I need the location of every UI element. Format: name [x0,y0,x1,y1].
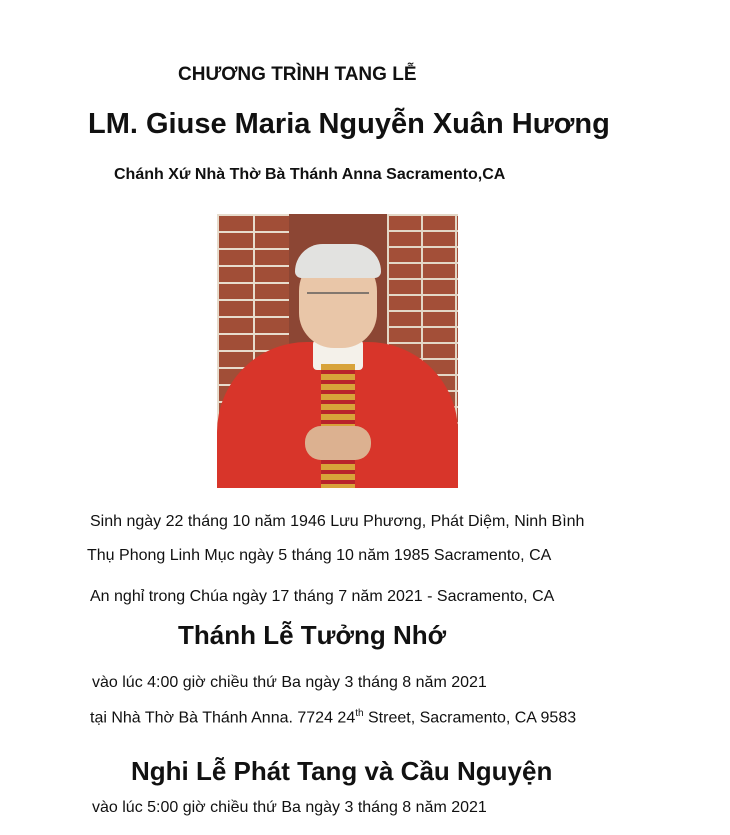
priest-name: LM. Giuse Maria Nguyễn Xuân Hương [88,108,610,140]
mass-title: Thánh Lễ Tưởng Nhớ [178,620,447,650]
priest-role: Chánh Xứ Nhà Thờ Bà Thánh Anna Sacramento,CA [114,166,506,183]
bio-born: Sinh ngày 22 tháng 10 năm 1946 Lưu Phương, Phát Diệm, Ninh Bình [90,513,585,530]
priest-portrait [217,214,458,488]
ceremony-title: Nghi Lễ Phát Tang và Cầu Nguyện [131,756,553,786]
bio-rest: An nghỉ trong Chúa ngày 17 tháng 7 năm 2021 - Sacramento, CA [90,588,555,605]
ceremony-time: vào lúc 5:00 giờ chiều thứ Ba ngày 3 tháng 8 năm 2021 [92,799,487,816]
mass-place-suffix: Street, Sacramento, CA 9583 [363,709,577,727]
mass-place [90,708,576,727]
mass-place-sup: th [355,708,364,719]
program-title: CHƯƠNG TRÌNH TANG LỄ [178,64,417,85]
mass-time: vào lúc 4:00 giờ chiều thứ Ba ngày 3 tháng 8 năm 2021 [92,674,487,691]
white-hair [295,244,381,278]
bio-ordained: Thụ Phong Linh Mục ngày 5 tháng 10 năm 1985 Sacramento, CA [87,547,552,564]
glasses [307,292,369,308]
mass-place-prefix: tại Nhà Thờ Bà Thánh Anna. 7724 24 [90,709,356,727]
folded-hands [305,426,371,460]
